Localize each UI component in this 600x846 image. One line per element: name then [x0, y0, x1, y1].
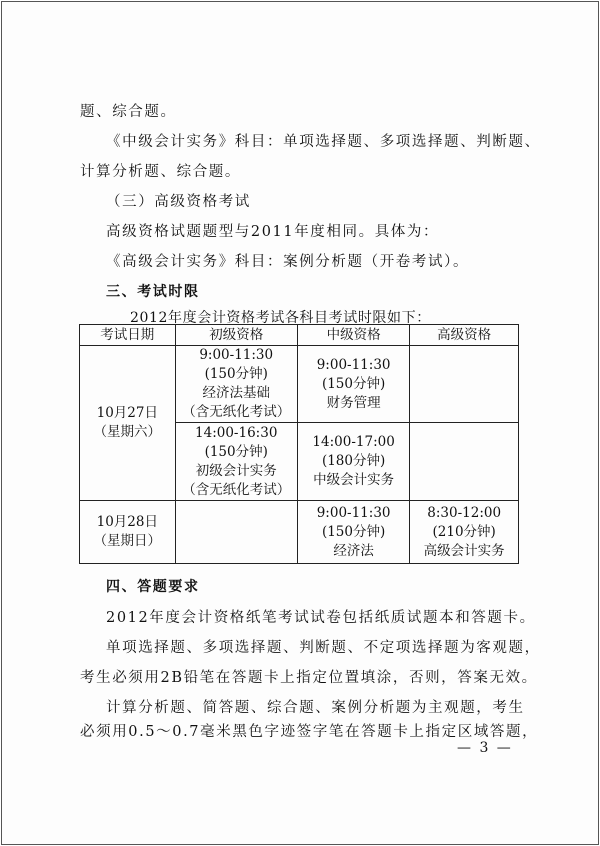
intermediate-cell	[297, 501, 409, 564]
intermediate-cell	[297, 346, 409, 423]
exam-schedule-table	[79, 324, 519, 564]
section-heading: 四、答题要求	[106, 579, 200, 595]
duration-text: (150分钟)	[321, 375, 386, 392]
duration-text: (210分钟)	[432, 523, 496, 540]
note-text: （含无纸化考试）	[182, 404, 291, 420]
date-text: 10月27日	[96, 405, 158, 421]
header-cell: 中级资格	[297, 325, 409, 346]
duration-text: (150分钟)	[321, 523, 386, 540]
header-cell: 初级资格	[175, 325, 297, 346]
junior-cell	[175, 423, 297, 501]
date-cell	[80, 346, 176, 501]
subject-text: 经济法基础	[202, 385, 270, 401]
table-header-row	[80, 325, 519, 346]
subject-text: 高级会计实务	[423, 542, 505, 559]
table-caption: 2012年度会计资格考试各科目考试时限如下：	[130, 310, 431, 326]
duration-text: (150分钟)	[204, 366, 268, 382]
time-text: 14:00-17:00	[312, 434, 395, 450]
paragraph-line: 高级资格试题题型与2011年度相同。具体为：	[106, 224, 440, 240]
subject-text: 财务管理	[326, 394, 381, 411]
table-row	[80, 501, 519, 564]
weekday-text: （星期六）	[93, 424, 162, 440]
senior-cell	[410, 423, 519, 501]
paragraph-line: 必须用0.5～0.7毫米黑色字迹签字笔在答题卡上指定区域答题，	[80, 724, 539, 740]
page-number: — 3 —	[457, 740, 513, 756]
paragraph-line: 《高级会计实务》科目：案例分析题（开卷考试）。	[106, 254, 470, 270]
paragraph-line: 题、综合题。	[80, 104, 177, 120]
paragraph-line: 《中级会计实务》科目：单项选择题、多项选择题、判断题、	[106, 134, 541, 150]
senior-cell	[410, 346, 519, 423]
subject-text: 中级会计实务	[313, 472, 395, 488]
intermediate-cell	[297, 423, 409, 501]
header-cell: 考试日期	[80, 325, 176, 346]
date-text: 10月28日	[96, 514, 158, 530]
time-text: 9:00-11:30	[316, 504, 391, 521]
subject-text: 经济法	[333, 542, 374, 559]
time-text: 8:30-12:00	[427, 504, 502, 521]
paragraph-line: 2012年度会计资格纸笔考试试卷包括纸质试题本和答题卡。	[106, 610, 536, 626]
date-cell	[80, 501, 176, 564]
paragraph-line: 单项选择题、多项选择题、判断题、不定项选择题为客观题，	[106, 640, 541, 656]
section-heading: 三、考试时限	[106, 284, 200, 300]
senior-cell	[410, 501, 519, 564]
paragraph-line: 计算分析题、综合题。	[80, 164, 241, 180]
duration-text: (180分钟)	[321, 453, 386, 469]
weekday-text: （星期日）	[93, 533, 162, 549]
paragraph-line: 考生必须用2B铅笔在答题卡上指定位置填涂，否则，答案无效。	[80, 670, 538, 686]
table-row	[80, 346, 519, 423]
header-cell: 高级资格	[410, 325, 519, 346]
junior-cell	[175, 501, 297, 564]
time-text: 9:00-11:30	[199, 347, 274, 363]
junior-cell	[175, 346, 297, 423]
duration-text: (150分钟)	[204, 443, 268, 460]
time-text: 14:00-16:30	[195, 424, 278, 441]
document-page	[1, 1, 599, 845]
note-text: （含无纸化考试）	[182, 481, 291, 498]
time-text: 9:00-11:30	[316, 356, 391, 373]
paragraph-line: 计算分析题、简答题、综合题、案例分析题为主观题，考生	[106, 700, 525, 716]
subject-text: 初级会计实务	[195, 462, 277, 479]
subsection-heading: （三）高级资格考试	[106, 194, 251, 210]
